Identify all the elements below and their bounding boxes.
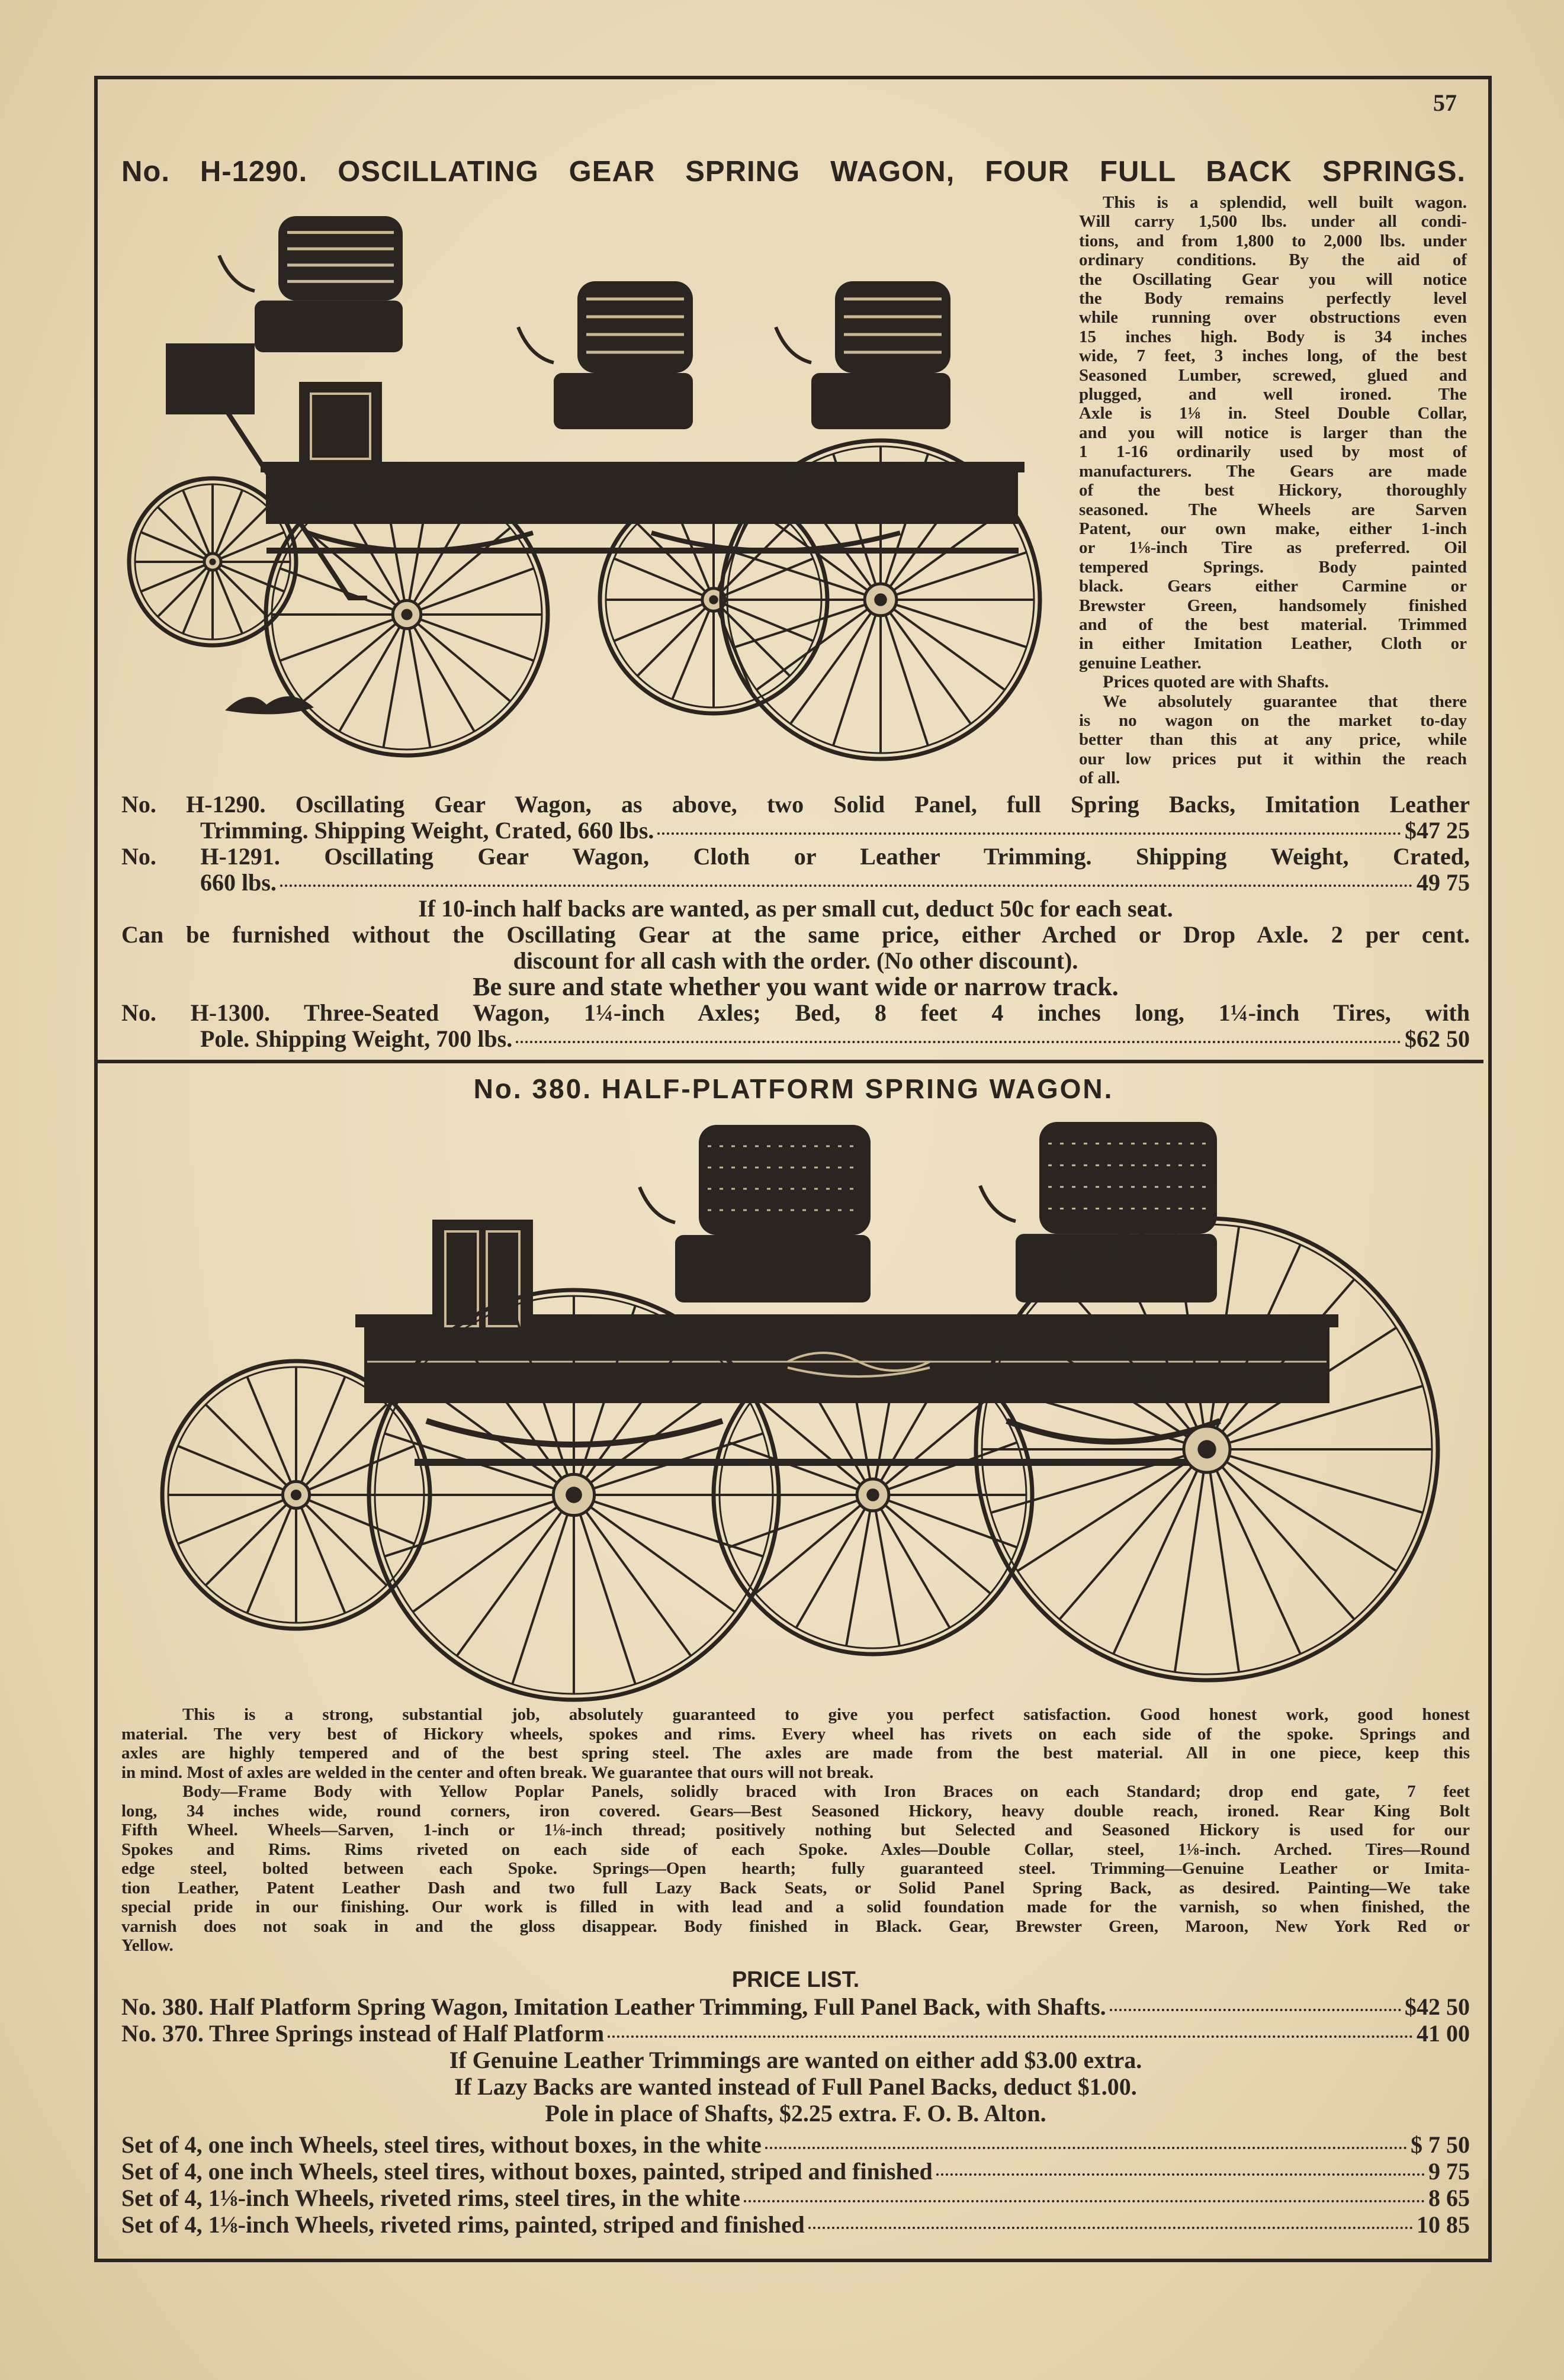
text-line: This is a strong, substantial job, absolutely guaranteed to give you perfect satisfaction. Good honest work, good honest — [182, 1705, 1470, 1724]
item-price: $47 25 — [1405, 817, 1470, 844]
item-h1300-line1: No. H-1300. Three-Seated Wagon, 1¼-inch Axles; Bed, 8 feet 4 inches long, 1¼-inch Tires, with — [121, 999, 1470, 1026]
extra-pole: Pole in place of Shafts, $2.25 extra. F. O. B. Alton. — [545, 2100, 1046, 2127]
text-line: varnish does not soak in and the gloss disappear. Body finished in Black. Gear, Brewster Green, Maroon, New York Red or — [121, 1916, 1470, 1936]
wagon-prices — [121, 1993, 1470, 2047]
text-line: We absolutely guarantee that there — [1103, 692, 1467, 711]
item-price: 8 65 — [1428, 2185, 1470, 2211]
note-half-backs: If 10-inch half backs are wanted, as per small cut, deduct 50c for each seat. — [418, 895, 1173, 922]
extra-lazy-backs: If Lazy Backs are wanted instead of Full Panel Backs, deduct $1.00. — [454, 2073, 1137, 2100]
text-line: better than this at any price, while — [1079, 730, 1467, 750]
text-line: long, 34 inches wide, round corners, iron covered. Gears—Best Seasoned Hickory, heavy double reach, ironed. Rear King Bolt — [121, 1801, 1470, 1821]
text-line: in either Imitation Leather, Cloth or — [1079, 634, 1467, 654]
item-label: No. 370. Three Springs instead of Half Platform — [121, 2020, 605, 2047]
item-label: Set of 4, 1⅛-inch Wheels, riveted rims, painted, striped and finished — [121, 2211, 805, 2238]
text-line: and of the best material. Trimmed — [1079, 615, 1467, 634]
text-line: while running over obstructions even — [1079, 308, 1467, 327]
section2-heading: No. 380. HALF-PLATFORM SPRING WAGON. — [473, 1073, 1114, 1104]
text-line: wide, 7 feet, 3 inches long, of the best — [1079, 346, 1467, 366]
shafts-note: Prices quoted are with Shafts. — [1103, 672, 1329, 692]
item-price: 9 75 — [1428, 2158, 1470, 2185]
wagon-price-row — [121, 1993, 1470, 2020]
text-line: Fifth Wheel. Wheels—Sarven, 1-inch or 1⅛-inch thread; positively nothing but Selected and Seasoned Hickory is used for our — [121, 1821, 1470, 1839]
text-line: Patent, our own make, either 1-inch — [1079, 519, 1467, 538]
text-line: special pride in our finishing. Our work is filled in with lead and a solid foundation made for the varnish, so when finished, the — [121, 1897, 1470, 1916]
wheel-prices — [121, 2131, 1470, 2238]
item-price: $42 50 — [1405, 1993, 1470, 2020]
wheel-price-row — [121, 2185, 1470, 2211]
item-h1290-line1: No. H-1290. Oscillating Gear Wagon, as above, two Solid Panel, full Spring Backs, Imitation Leather — [121, 791, 1470, 818]
description-lines — [1079, 193, 1467, 673]
text-line: plugged, and well ironed. The — [1079, 385, 1467, 404]
item-price: $ 7 50 — [1411, 2131, 1470, 2158]
item-price: 41 00 — [1417, 2020, 1470, 2047]
item-label: Set of 4, one inch Wheels, steel tires, without boxes, painted, striped and finished — [121, 2158, 933, 2185]
text-line: ordinary conditions. By the aid of — [1079, 250, 1467, 270]
item-label: Set of 4, 1⅛-inch Wheels, riveted rims, steel tires, in the white — [121, 2185, 741, 2211]
text-line: is no wagon on the market to-day — [1079, 710, 1467, 730]
item-h1300-line2 — [121, 1026, 1470, 1052]
text-line: tempered Springs. Body painted — [1079, 557, 1467, 577]
dot-leader — [808, 2227, 1413, 2229]
text-line: tion Leather, Patent Leather Dash and two full Lazy Back Seats, or Solid Panel Spring Back, as desired. Painting—We take — [121, 1878, 1470, 1897]
note-discount: discount for all cash with the order. (No other discount). — [513, 947, 1078, 974]
extra-leather: If Genuine Leather Trimmings are wanted on either add $3.00 extra. — [449, 2047, 1142, 2073]
text-line: genuine Leather. — [1079, 653, 1202, 673]
section1-description — [1079, 193, 1467, 788]
text-line: Will carry 1,500 lbs. under all condi- — [1079, 212, 1467, 231]
dot-leader — [516, 1041, 1401, 1043]
text-line: 1 1-16 ordinarily used by most of — [1079, 442, 1467, 462]
text-line: black. Gears either Carmine or — [1079, 577, 1467, 596]
text-line: Body—Frame Body with Yellow Poplar Panels, solidly braced with Iron Braces on each Standard; drop end gate, 7 feet — [182, 1782, 1470, 1801]
section1-price-list — [121, 792, 1470, 1052]
text-line: material. The very best of Hickory wheels, spokes and rims. Every wheel has rivets on each side of the spoke. Springs and — [121, 1724, 1470, 1744]
item-label: No. 380. Half Platform Spring Wagon, Imitation Leather Trimming, Full Panel Back, with Shafts. — [121, 1993, 1106, 2020]
text-line: Brewster Green, handsomely finished — [1079, 596, 1467, 615]
wheel-price-row — [121, 2211, 1470, 2238]
text-line: and you will notice is larger than the — [1079, 423, 1467, 442]
text-line: This is a splendid, well built wagon. — [1103, 193, 1467, 212]
text-line: Seasoned Lumber, screwed, glued and — [1079, 365, 1467, 385]
item-h1291-line2 — [121, 870, 1470, 896]
text-line: or 1⅛-inch Tire as preferred. Oil — [1079, 538, 1467, 558]
text-line: our low prices put it within the reach — [1079, 749, 1467, 768]
item-price: 10 85 — [1417, 2211, 1470, 2238]
text-line: the Body remains perfectly level — [1079, 289, 1467, 308]
dot-leader — [744, 2200, 1425, 2202]
text-line: edge steel, bolted between each Spoke. Springs—Open hearth; fully guaranteed steel. Trimming—Genuine Leather or Imita- — [121, 1859, 1470, 1878]
guarantee-lines — [1079, 692, 1467, 788]
item-label: 660 lbs. — [200, 869, 277, 896]
item-label: Trimming. Shipping Weight, Crated, 660 lbs. — [200, 817, 654, 844]
section-divider — [98, 1060, 1483, 1063]
wheel-price-row — [121, 2158, 1470, 2185]
dot-leader — [936, 2173, 1425, 2176]
section2-description — [121, 1705, 1470, 1956]
text-line: of all. — [1079, 768, 1120, 788]
price-list-title: PRICE LIST. — [731, 1967, 860, 1992]
item-price: $62 50 — [1405, 1025, 1470, 1052]
item-label: Pole. Shipping Weight, 700 lbs. — [200, 1025, 513, 1052]
text-line: 15 inches high. Body is 34 inches — [1079, 327, 1467, 346]
text-line: in mind. Most of axles are welded in the center and often break. We guarantee that ours will not break. — [121, 1763, 874, 1782]
dot-leader — [1110, 2009, 1401, 2011]
wheel-price-row — [121, 2131, 1470, 2158]
page-number: 57 — [1433, 89, 1457, 116]
text-line: the Oscillating Gear you will notice — [1079, 269, 1467, 289]
item-h1291-line1: No. H-1291. Oscillating Gear Wagon, Cloth or Leather Trimming. Shipping Weight, Crated, — [121, 843, 1470, 870]
dot-leader — [280, 885, 1413, 887]
text-line: manufacturers. The Gears are made — [1079, 461, 1467, 481]
text-line: of the best Hickory, thoroughly — [1079, 481, 1467, 500]
text-line: axles are highly tempered and of the best spring steel. The axles are made from the best material. All in one piece, keep this — [121, 1744, 1470, 1763]
wagon-price-row — [121, 2020, 1470, 2047]
item-h1290-line2 — [121, 818, 1470, 844]
dot-leader — [608, 2035, 1413, 2038]
text-line: Yellow. — [121, 1936, 174, 1955]
text-line: seasoned. The Wheels are Sarven — [1079, 500, 1467, 519]
dot-leader — [657, 832, 1401, 835]
note-oscillating: Can be furnished without the Oscillating Gear at the same price, either Arched or Drop Axle. 2 per cent. — [121, 921, 1470, 948]
item-label: Set of 4, one inch Wheels, steel tires, without boxes, in the white — [121, 2131, 762, 2158]
dot-leader — [765, 2147, 1407, 2149]
track-note: Be sure and state whether you want wide or narrow track. — [473, 972, 1119, 1001]
text-line: Spokes and Rims. Rims riveted on each side of each Spoke. Axles—Double Collar, steel, 1⅛-inch. Arched. Tires—Round — [121, 1839, 1470, 1859]
text-line: tions, and from 1,800 to 2,000 lbs. under — [1079, 231, 1467, 250]
item-price: 49 75 — [1417, 869, 1470, 896]
section2-price-list — [121, 1967, 1470, 2238]
section1-heading: No. H-1290. OSCILLATING GEAR SPRING WAGON, FOUR FULL BACK SPRINGS. — [121, 156, 1466, 188]
text-line: Axle is 1⅛ in. Steel Double Collar, — [1079, 404, 1467, 423]
